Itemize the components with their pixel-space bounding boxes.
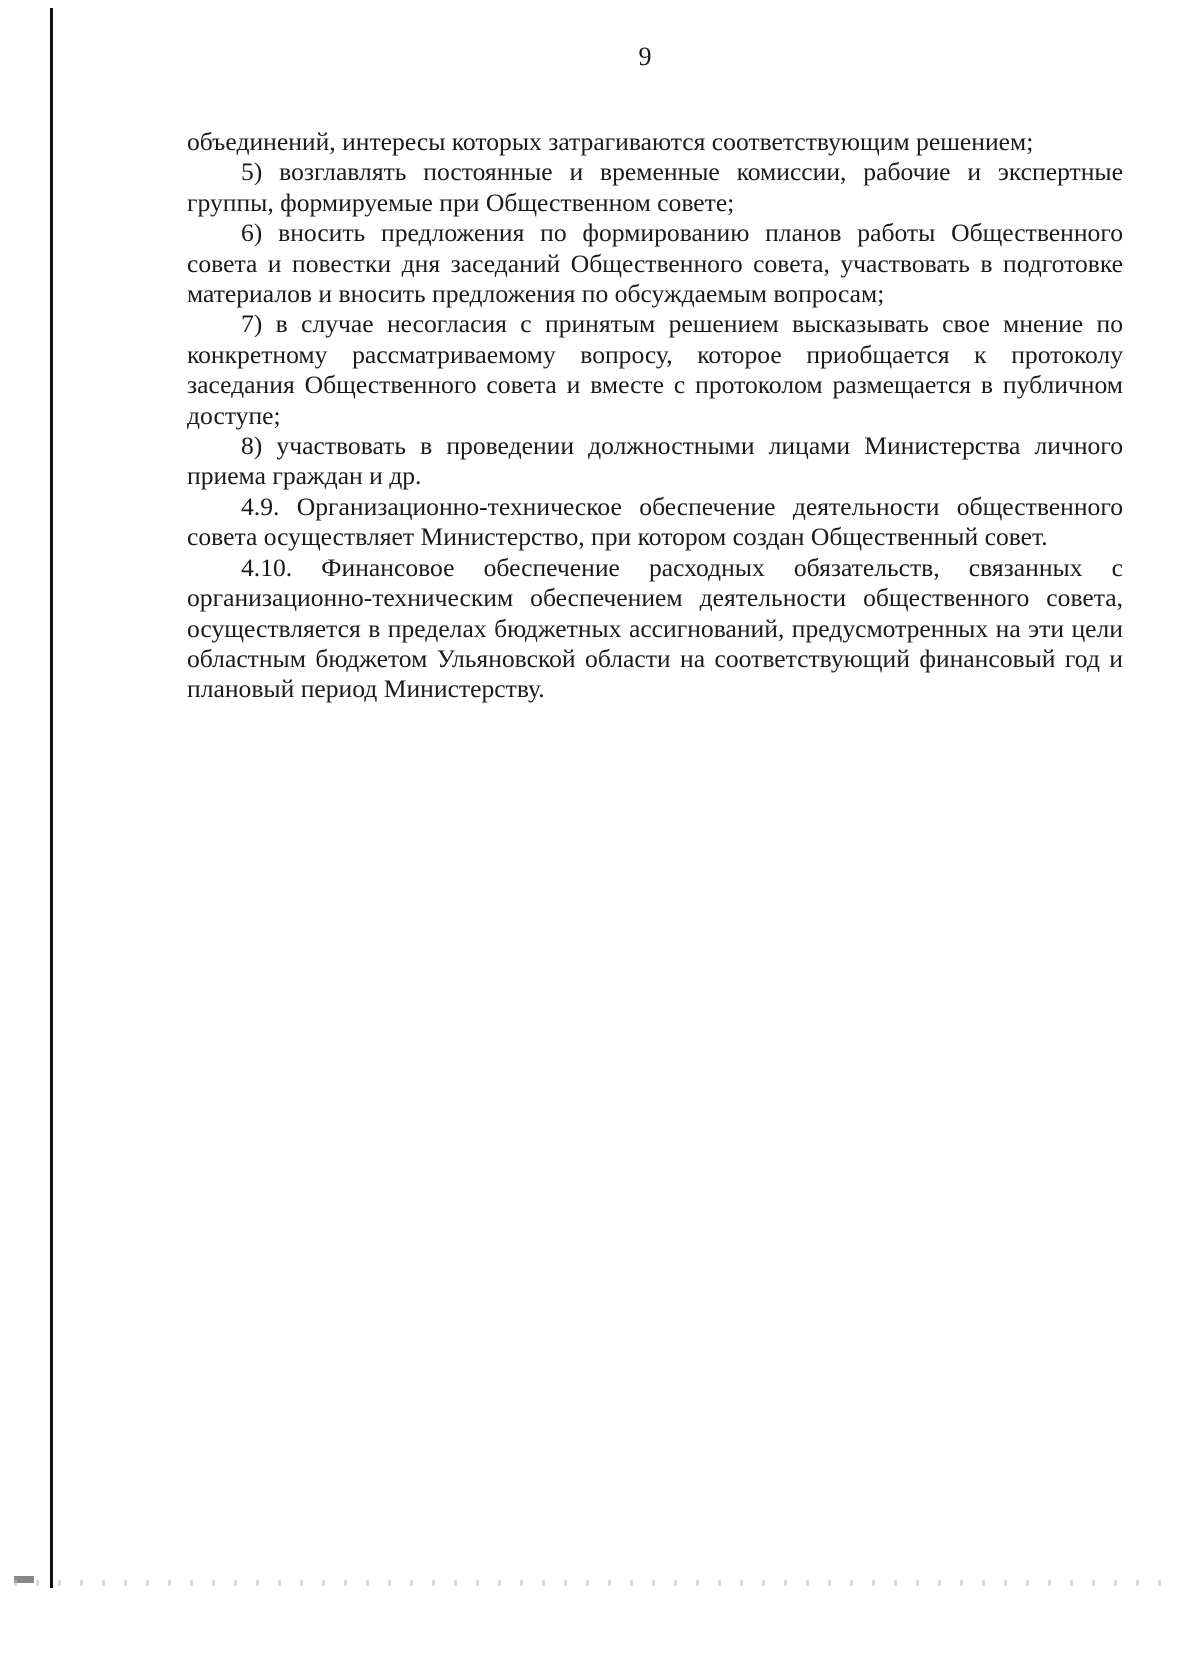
document-body	[187, 127, 1123, 705]
paragraph-section-4-10: 4.10. Финансовое обеспечение расходных обязательств, связанных с организационно-техническим обеспечением деятельности общественного совета, осуществляется в пределах бюджетных ассигнований, предусмотренных на эти цели областным бюджетом Ульяновской области на соответствующий финансовый год и плановый период Министерству.	[187, 552, 1123, 704]
paragraph-continuation: объединений, интересы которых затрагиваются соответствующим решением;	[187, 127, 1034, 156]
paragraph-item-6: 6) вносить предложения по формированию планов работы Общественного совета и повестки дня заседаний Общественного совета, участвовать в подготовке материалов и вносить предложения по обсуждаемым вопросам;	[187, 218, 1123, 309]
paragraph-item-5: 5) возглавлять постоянные и временные комиссии, рабочие и экспертные группы, формируемые при Общественном совете;	[187, 157, 1123, 217]
paragraph-item-8: 8) участвовать в проведении должностными лицами Министерства личного приема граждан и др.	[187, 431, 1123, 491]
page-number: 9	[638, 42, 652, 71]
paragraph-section-4-9: 4.9. Организационно-техническое обеспечение деятельности общественного совета осуществляет Министерство, при котором создан Общественный совет.	[187, 491, 1123, 552]
paragraph-item-7: 7) в случае несогласия с принятым решением высказывать свое мнение по конкретному рассматриваемому вопросу, которое приобщается к протоколу заседания Общественного совета и вместе с протоколом размещается в публичном доступе;	[187, 309, 1123, 430]
scan-edge-line	[50, 8, 53, 1588]
scan-noise-line	[14, 1580, 1164, 1586]
